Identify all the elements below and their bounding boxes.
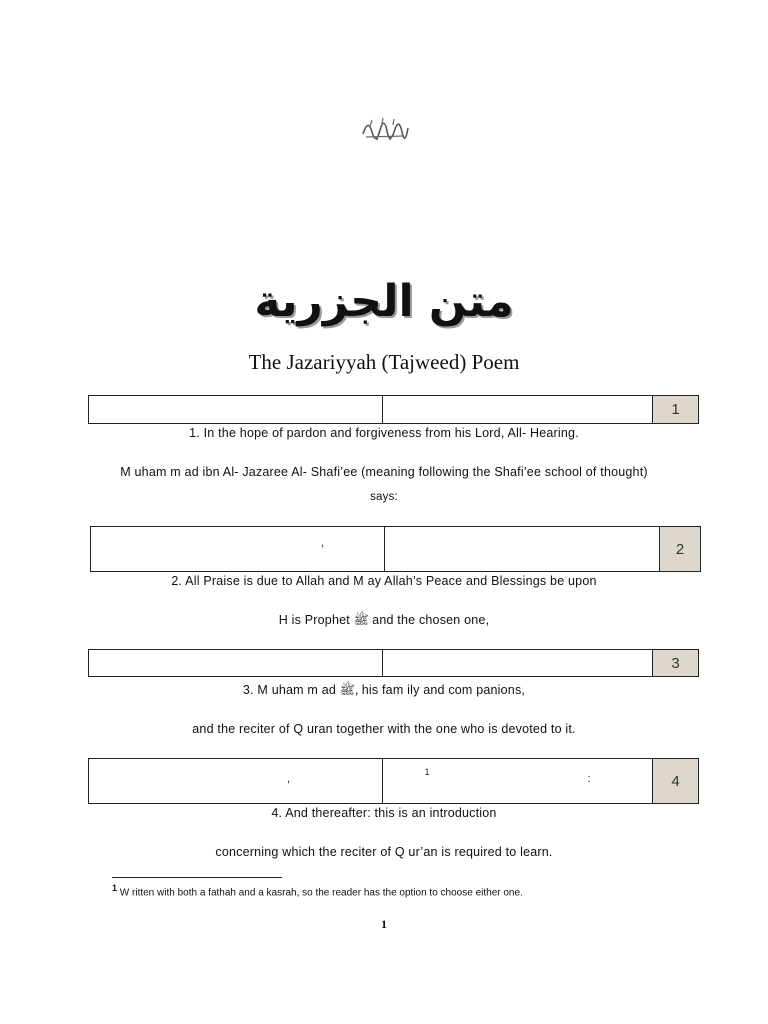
verse-1-translation-line-2: M uham m ad ibn Al- Jazaree Al- Shafi’ee (meaning following the Shafi’ee school of thought) — [120, 465, 648, 479]
verse-4-comma-mark: , — [287, 773, 291, 785]
verse-4-translation-line-1: 4. And thereafter: this is an introduction — [271, 806, 497, 820]
verse-2-comma-mark: , — [321, 537, 325, 549]
verse-3-first-hemistich — [89, 650, 383, 676]
verse-4-translation-line-2: concerning which the reciter of Q ur’an is required to learn. — [215, 845, 553, 859]
english-title: The Jazariyyah (Tajweed) Poem — [248, 350, 520, 374]
verse-table-2 — [90, 526, 701, 572]
verse-1-translation-line-3: says: — [370, 491, 398, 503]
verse-2-second-hemistich — [385, 527, 661, 571]
page-number: 1 — [381, 917, 387, 931]
verse-4-footnote-ref: 1 — [424, 767, 430, 777]
verse-4-second-hemistich — [383, 759, 654, 803]
verse-2-translation-line-2: H is Prophet ﷺ and the chosen one, — [278, 613, 490, 627]
verse-2-first-hemistich — [91, 527, 385, 571]
verse-4-colon-mark: : — [587, 773, 591, 785]
verse-2-number: 2 — [660, 527, 700, 571]
verse-1-translation-line-1: 1. In the hope of pardon and forgiveness from his Lord, All- Hearing. — [189, 426, 579, 440]
footnote-marker: 1 — [112, 883, 118, 893]
verse-table-4 — [88, 758, 699, 804]
verse-2-translation-line-1: 2. All Praise is due to Allah and M ay Allah’s Peace and Blessings be upon — [171, 574, 597, 588]
verse-1-first-hemistich — [89, 396, 383, 423]
verse-3-number: 3 — [653, 650, 698, 676]
verse-3-translation-line-1: 3. M uham m ad ﷺ, his fam ily and com panions, — [242, 683, 526, 697]
footnote-separator — [112, 877, 282, 878]
verse-3-translation-line-2: and the reciter of Q uran together with the one who is devoted to it. — [192, 722, 576, 736]
verse-4-number: 4 — [653, 759, 698, 803]
verse-1-number: 1 — [653, 396, 698, 423]
footnote — [112, 883, 523, 898]
basmala-calligraphy-icon — [360, 112, 410, 142]
verse-table-3 — [88, 649, 699, 677]
verse-3-second-hemistich — [383, 650, 654, 676]
verse-4-first-hemistich — [89, 759, 383, 803]
verse-1-second-hemistich — [383, 396, 654, 423]
verse-table-1 — [88, 395, 699, 424]
arabic-title: متن الجزرية — [254, 276, 514, 327]
footnote-text: W ritten with both a fathah and a kasrah, so the reader has the option to choose either one. — [119, 887, 523, 899]
